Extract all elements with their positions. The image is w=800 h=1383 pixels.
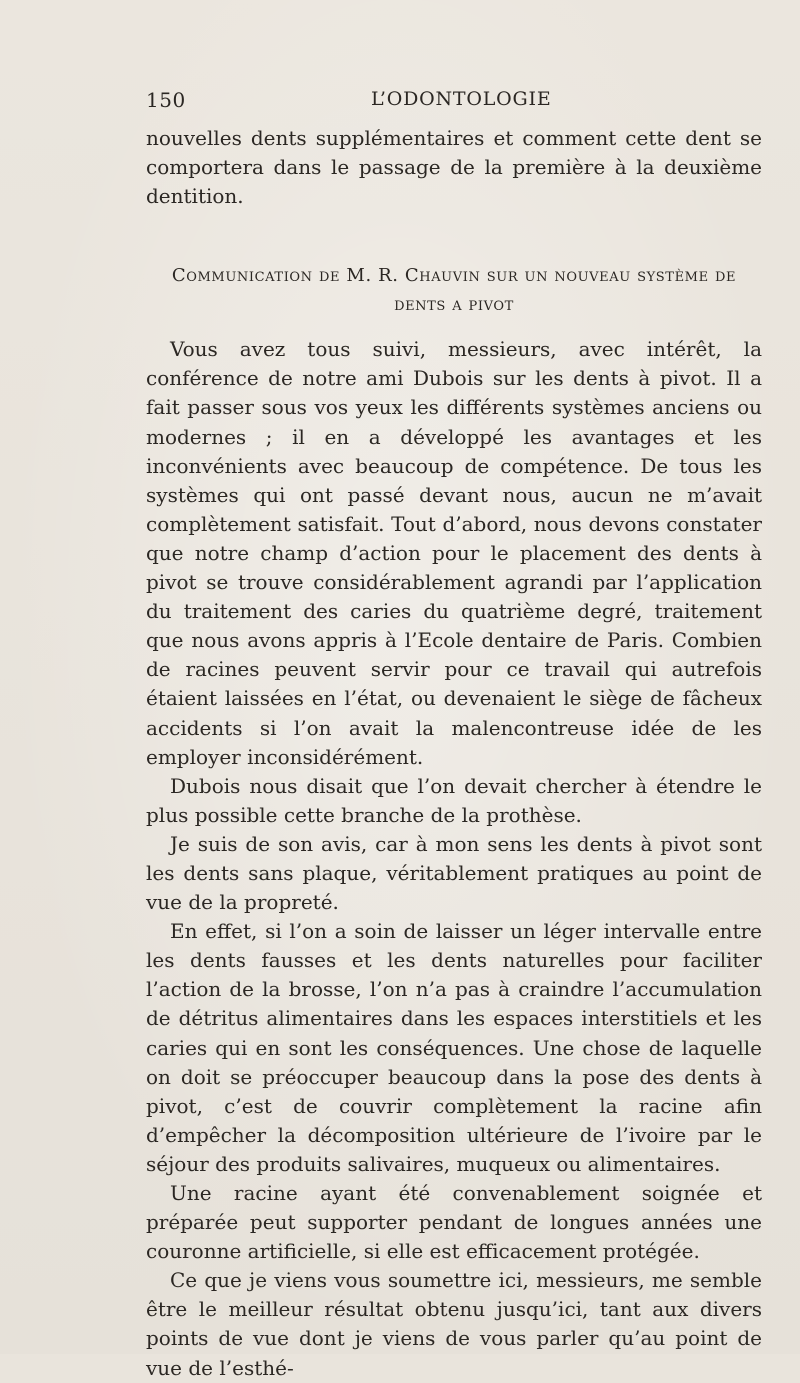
page-number: 150: [146, 88, 186, 112]
section-heading-line-2: dents a pivot: [394, 294, 514, 316]
paragraph-2: Dubois nous disait que l’on devait chercher à étendre le plus possible cette branche de la prothèse.: [146, 773, 762, 827]
page-header: [146, 88, 762, 114]
running-title: L’ODONTOLOGIE: [371, 88, 552, 110]
paragraph-6: Ce que je viens vous soumettre ici, messieurs, me semble être le meilleur résultat obtenu jusqu’ici, tant aux divers points de vue dont je viens de vous parler qu’au point de vue de l’esthé-: [146, 1268, 762, 1380]
paragraph-4: En effet, si l’on a soin de laisser un léger intervalle entre les dents fausses et les dents naturelles pour faciliter l’action de la brosse, l’on n’a pas à craindre l’accumulation de détritus alimentaires dans les espaces interstitiels et les caries qui en sont les conséquences. Une chose de laquelle on doit se préoccuper beaucoup dans la pose des dents à pivot, c’est de couvrir complètement la racine afin d’empêcher la décomposition ultérieure de l’ivoire par le séjour des produits salivaires, muqueux ou alimentaires.: [146, 919, 762, 1176]
paragraph-3: Je suis de son avis, car à mon sens les dents à pivot sont les dents sans plaque, véritablement pratiques au point de vue de la propreté.: [146, 831, 762, 915]
section-heading: [146, 261, 762, 319]
paragraph-1: Vous avez tous suivi, messieurs, avec intérêt, la conférence de notre ami Dubois sur les dents à pivot. Il a fait passer sous vos yeux les différents systèmes anciens ou modernes ; il en a développé les avantages et les inconvénients avec beaucoup de compétence. De tous les systèmes qui ont passé devant nous, aucun ne m’avait complètement satisfait. Tout d’abord, nous devons constater que notre champ d’action pour le placement des dents à pivot se trouve considérablement agrandi par l’application du traitement des caries du quatrième degré, traitement que nous avons appris à l’Ecole dentaire de Paris. Combien de racines peuvent servir pour ce travail qui autrefois étaient laissées en l’état, ou devenaient le siège de fâcheux accidents si l’on avait la malencontreuse idée de les employer inconsidérément.: [146, 337, 762, 769]
section-heading-line-1: Communication de M. R. Chauvin sur un nouveau système de: [171, 265, 737, 287]
paragraph-5: Une racine ayant été convenablement soignée et préparée peut supporter pendant de longues années une couronne artificielle, si elle est efficacement protégée.: [146, 1181, 762, 1264]
body-text: [146, 124, 762, 1383]
intro-paragraph: nouvelles dents supplémentaires et comment cette dent se comportera dans le passage de la première à la deuxième dentition.: [146, 126, 762, 209]
